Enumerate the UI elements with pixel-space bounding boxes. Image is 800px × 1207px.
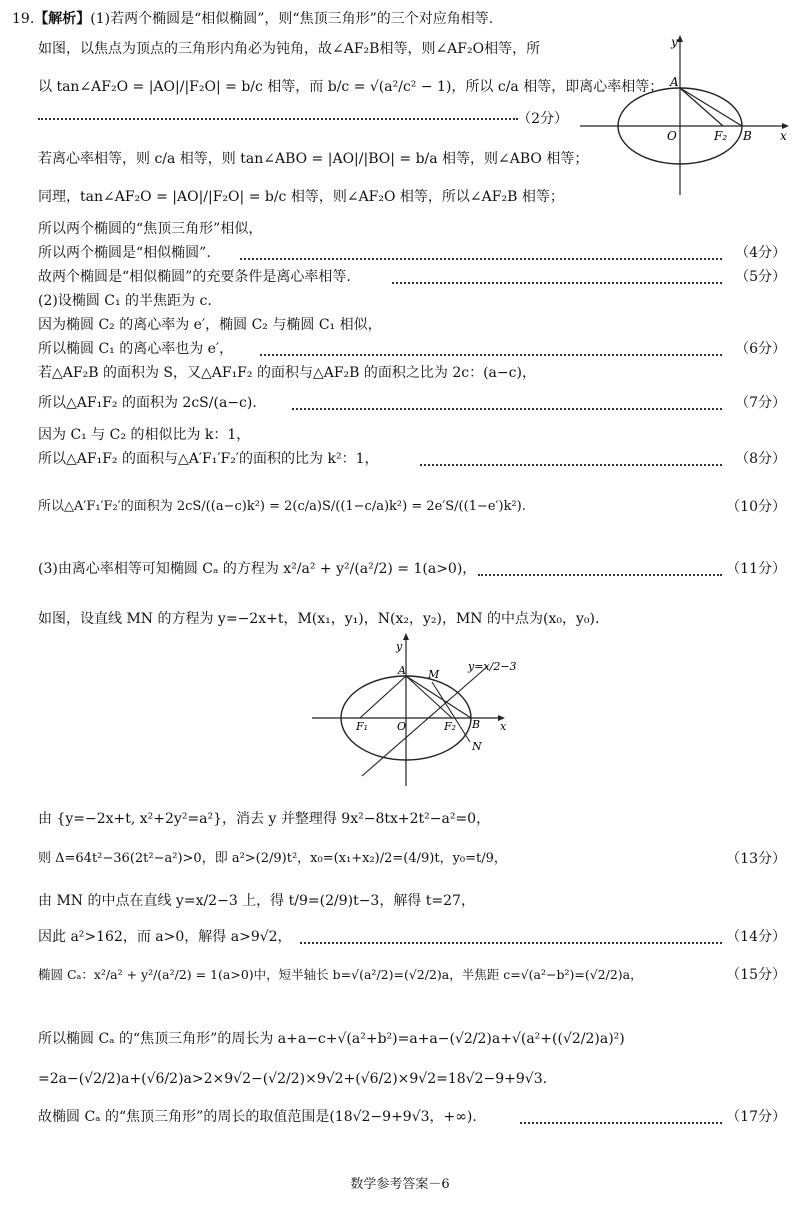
text-line: 因为 C₁ 与 C₂ 的相似比为 k：1， <box>38 427 251 443</box>
label-F1: F₁ <box>356 720 369 733</box>
line-midpoint <box>362 666 488 776</box>
score: （14分） <box>726 929 786 945</box>
label-A: A <box>398 664 406 677</box>
score: （11分） <box>726 561 786 577</box>
score: （5分） <box>735 269 786 285</box>
segment-AB <box>406 676 471 718</box>
text-line: (3)由离心率相等可知椭圆 Cₐ 的方程为 x²/a² + y²/(a²/2) = 1(a>0)， <box>38 561 477 577</box>
text-line: 由 MN 的中点在直线 y=x/2−3 上，得 t/9=(2/9)t−3，解得 t=27， <box>38 893 475 909</box>
label-M: M <box>428 668 440 681</box>
leader-dots <box>240 258 722 260</box>
text-line: 则 Δ=64t²−36(2t²−a²)>0，即 a²>(2/9)t²，x₀=(x₁+x₂)/2=(4/9)t，y₀=t/9， <box>38 851 507 866</box>
label-y: y <box>396 640 403 653</box>
text-line: 若离心率相等，则 c/a 相等，则 tan∠ABO = |AO|/|BO| = b/a 相等，则∠ABO 相等； <box>38 151 589 167</box>
problem-header <box>12 10 493 28</box>
label-B: B <box>472 718 481 731</box>
text-line: 故两个椭圆是“相似椭圆”的充要条件是离心率相等. <box>38 269 351 285</box>
text-line: 所以△AF₁F₂ 的面积与△A′F₁′F₂′的面积的比为 k²：1， <box>38 451 379 467</box>
text-line: 所以△AF₁F₂ 的面积为 2cS/(a−c). <box>38 395 257 411</box>
leader-dots <box>392 282 722 284</box>
text-line: 所以两个椭圆是“相似椭圆”. <box>38 245 211 261</box>
score: （13分） <box>726 851 786 867</box>
leader-dots <box>292 408 722 410</box>
label-N: N <box>472 740 482 753</box>
score: （4分） <box>735 245 786 261</box>
text-line: 同理，tan∠AF₂O = |AO|/|F₂O| = b/c 相等，则∠AF₂O 相等，所以∠AF₂B 相等； <box>38 189 564 205</box>
part1-intro: (1)若两个椭圆是“相似椭圆”，则“焦顶三角形”的三个对应角相等. <box>90 11 494 27</box>
label-B: B <box>743 129 752 143</box>
page-footer: 数学参考答案－6 <box>350 1177 450 1192</box>
text-line: 椭圆 Cₐ：x²/a² + y²/(a²/2) = 1(a>0)中，短半轴长 b=√(a²/2)=(√2/2)a，半焦距 c=√(a²−b²)=(√2/2)a， <box>38 967 643 982</box>
label-y: y <box>671 35 678 49</box>
text-line: 所以△A′F₁′F₂′的面积为 2cS/((a−c)k²) = 2(c/a)S/((1−c/a)k²) = 2e′S/((1−e′)k²). <box>38 499 526 514</box>
score: （17分） <box>726 1109 786 1125</box>
segment-AF2 <box>406 676 452 718</box>
text-line: 因为椭圆 C₂ 的离心率为 e′，椭圆 C₂ 与椭圆 C₁ 相似， <box>38 317 382 333</box>
score: （10分） <box>726 499 786 515</box>
leader-dots <box>420 464 722 466</box>
problem-number: 19. <box>12 11 35 27</box>
text-line: 所以椭圆 Cₐ 的“焦顶三角形”的周长为 a+a−c+√(a²+b²)=a+a−(√2/2)a+√(a²+((√2/2)a)²) <box>38 1031 625 1047</box>
score: （2分） <box>517 111 568 127</box>
y-axis-arrow-icon <box>403 633 409 640</box>
text-line: 如图，设直线 MN 的方程为 y=−2x+t，M(x₁，y₁)，N(x₂，y₂)，MN 的中点为(x₀，y₀). <box>38 611 600 627</box>
ellipse-figure-2 <box>300 630 530 790</box>
analysis-heading: 【解析】 <box>34 11 91 27</box>
chord-MN <box>432 682 470 742</box>
leader-dots <box>260 354 722 356</box>
text-line: 由 {y=−2x+t, x²+2y²=a²}，消去 y 并整理得 9x²−8tx+2t²−a²=0， <box>38 811 491 827</box>
leader-dots <box>38 118 518 120</box>
text-line: 所以两个椭圆的“焦顶三角形”相似， <box>38 221 263 237</box>
label-line-equation: y=x/2−3 <box>468 660 517 673</box>
score: （15分） <box>726 967 786 983</box>
text-line: 若△AF₂B 的面积为 S，又△AF₁F₂ 的面积与△AF₂B 的面积之比为 2c：(a−c)， <box>38 365 536 381</box>
text-line: 因此 a²>162，而 a>0，解得 a>9√2， <box>38 929 292 945</box>
label-F2: F₂ <box>444 720 457 733</box>
label-O: O <box>397 720 407 733</box>
y-axis-arrow-icon <box>677 35 683 42</box>
leader-dots <box>520 1122 722 1124</box>
text-line: 如图，以焦点为顶点的三角形内角必为钝角，故∠AF₂B相等，则∠AF₂O相等，所 <box>38 41 541 57</box>
text-line: 以 tan∠AF₂O = |AO|/|F₂O| = b/c 相等，而 b/c = √(a²/c² − 1)，所以 c/a 相等，即离心率相等； <box>38 79 664 95</box>
score: （7分） <box>735 395 786 411</box>
text-line: =2a−(√2/2)a+(√6/2)a>2×9√2−(√2/2)×9√2+(√6/2)×9√2=18√2−9+9√3. <box>38 1071 548 1087</box>
segment-AF2 <box>680 88 723 126</box>
label-x: x <box>500 720 507 733</box>
ellipse-figure-1 <box>580 30 795 200</box>
score: （8分） <box>735 451 786 467</box>
leader-dots <box>300 942 722 944</box>
label-F2: F₂ <box>714 129 728 143</box>
leader-dots <box>478 574 722 576</box>
text-line: (2)设椭圆 C₁ 的半焦距为 c. <box>38 293 212 309</box>
label-O: O <box>667 129 677 143</box>
text-line: 故椭圆 Cₐ 的“焦顶三角形”的周长的取值范围是(18√2−9+9√3，+∞). <box>38 1109 477 1125</box>
label-x: x <box>780 129 787 143</box>
score: （6分） <box>735 341 786 357</box>
segment-AF1 <box>360 676 406 718</box>
text-line: 所以椭圆 C₁ 的离心率也为 e′， <box>38 341 234 357</box>
label-A: A <box>670 75 679 89</box>
